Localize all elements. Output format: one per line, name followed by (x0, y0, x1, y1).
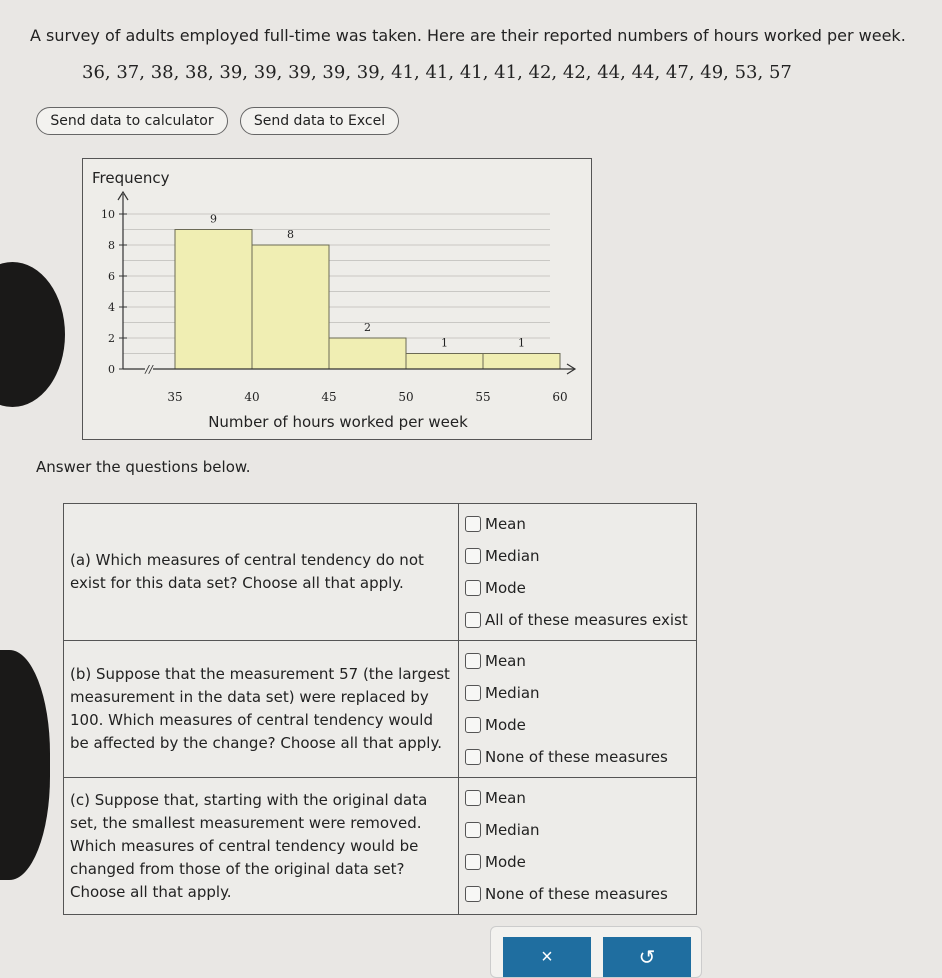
clear-button[interactable]: × (503, 937, 591, 977)
option-label: Median (485, 684, 540, 702)
y-tick-label: 10 (101, 208, 115, 221)
question-text: (a) Which measures of central tendency do not exist for this data set? Choose all that apply. (64, 504, 459, 641)
question-text: (c) Suppose that, starting with the original data set, the smallest measurement were removed. Which measures of central tendency would be changed from those of the original data set? Choose all that apply. (64, 778, 459, 915)
question-row (64, 641, 697, 778)
checkbox[interactable] (465, 685, 481, 701)
histogram-svg (83, 159, 593, 441)
option-label: None of these measures (485, 885, 668, 903)
checkbox[interactable] (465, 580, 481, 596)
y-tick-label: 4 (108, 301, 115, 314)
option-mean[interactable] (465, 782, 690, 814)
histogram (82, 158, 592, 440)
option-label: Mode (485, 579, 526, 597)
option-label: Median (485, 821, 540, 839)
histogram-bar (252, 245, 329, 369)
option-label: None of these measures (485, 748, 668, 766)
option-mode[interactable] (465, 572, 690, 604)
bar-value-label: 1 (518, 336, 525, 350)
option-label: Median (485, 547, 540, 565)
y-axis-title: Frequency (92, 169, 170, 187)
checkbox[interactable] (465, 822, 481, 838)
checkbox[interactable] (465, 886, 481, 902)
x-tick-label: 50 (398, 390, 414, 404)
answer-heading: Answer the questions below. (36, 458, 251, 476)
histogram-bar (175, 230, 252, 370)
option-label: Mode (485, 853, 526, 871)
checkbox[interactable] (465, 749, 481, 765)
option-mode[interactable] (465, 846, 690, 878)
option-median[interactable] (465, 540, 690, 572)
option-label: Mean (485, 789, 526, 807)
action-bar (490, 926, 702, 978)
option-mode[interactable] (465, 709, 690, 741)
option-label: Mean (485, 652, 526, 670)
checkbox[interactable] (465, 790, 481, 806)
option-mean[interactable] (465, 645, 690, 677)
send-to-excel-button[interactable]: Send data to Excel (240, 107, 399, 135)
checkbox[interactable] (465, 516, 481, 532)
checkbox[interactable] (465, 548, 481, 564)
option-median[interactable] (465, 677, 690, 709)
option-median[interactable] (465, 814, 690, 846)
histogram-bar (329, 338, 406, 369)
option-label: All of these measures exist (485, 611, 688, 629)
x-tick-label: 40 (244, 390, 260, 404)
checkbox[interactable] (465, 653, 481, 669)
checkbox[interactable] (465, 854, 481, 870)
option-none-of-these-measures[interactable] (465, 741, 690, 773)
bar-value-label: 1 (441, 336, 448, 350)
option-mean[interactable] (465, 508, 690, 540)
y-tick-label: 8 (108, 239, 115, 252)
checkbox[interactable] (465, 612, 481, 628)
question-row (64, 504, 697, 641)
options-cell (459, 778, 697, 915)
y-tick-label: 6 (108, 270, 115, 283)
x-axis-title: Number of hours worked per week (208, 413, 468, 431)
options-cell (459, 641, 697, 778)
histogram-bar (483, 354, 560, 370)
finger-shadow (0, 650, 50, 880)
option-label: Mode (485, 716, 526, 734)
problem-intro: A survey of adults employed full-time was taken. Here are their reported numbers of hours worked per week. (30, 26, 906, 45)
x-tick-label: 55 (475, 390, 491, 404)
bar-value-label: 8 (287, 228, 294, 241)
options-cell (459, 504, 697, 641)
y-tick-label: 0 (108, 363, 115, 376)
data-values: 36, 37, 38, 38, 39, 39, 39, 39, 39, 41, 41, 41, 41, 42, 42, 44, 44, 47, 49, 53, 57 (82, 62, 792, 83)
question-row (64, 778, 697, 915)
histogram-bar (406, 354, 483, 370)
x-tick-label: 45 (321, 390, 337, 404)
option-none-of-these-measures[interactable] (465, 878, 690, 910)
option-label: Mean (485, 515, 526, 533)
axis-break-mark: // (145, 363, 153, 376)
finger-shadow (0, 262, 65, 407)
checkbox[interactable] (465, 717, 481, 733)
question-text: (b) Suppose that the measurement 57 (the largest measurement in the data set) were replaced by 100. Which measures of central tendency would be affected by the change? Choose all that apply. (64, 641, 459, 778)
option-all-of-these-measures-exist[interactable] (465, 604, 690, 636)
bar-value-label: 9 (210, 212, 217, 226)
x-tick-label: 60 (552, 390, 568, 404)
undo-button[interactable]: ↺ (603, 937, 691, 977)
questions-table (63, 503, 697, 915)
bar-value-label: 2 (364, 321, 371, 334)
y-tick-label: 2 (108, 332, 115, 345)
send-to-calculator-button[interactable]: Send data to calculator (36, 107, 228, 135)
x-tick-label: 35 (167, 390, 183, 404)
